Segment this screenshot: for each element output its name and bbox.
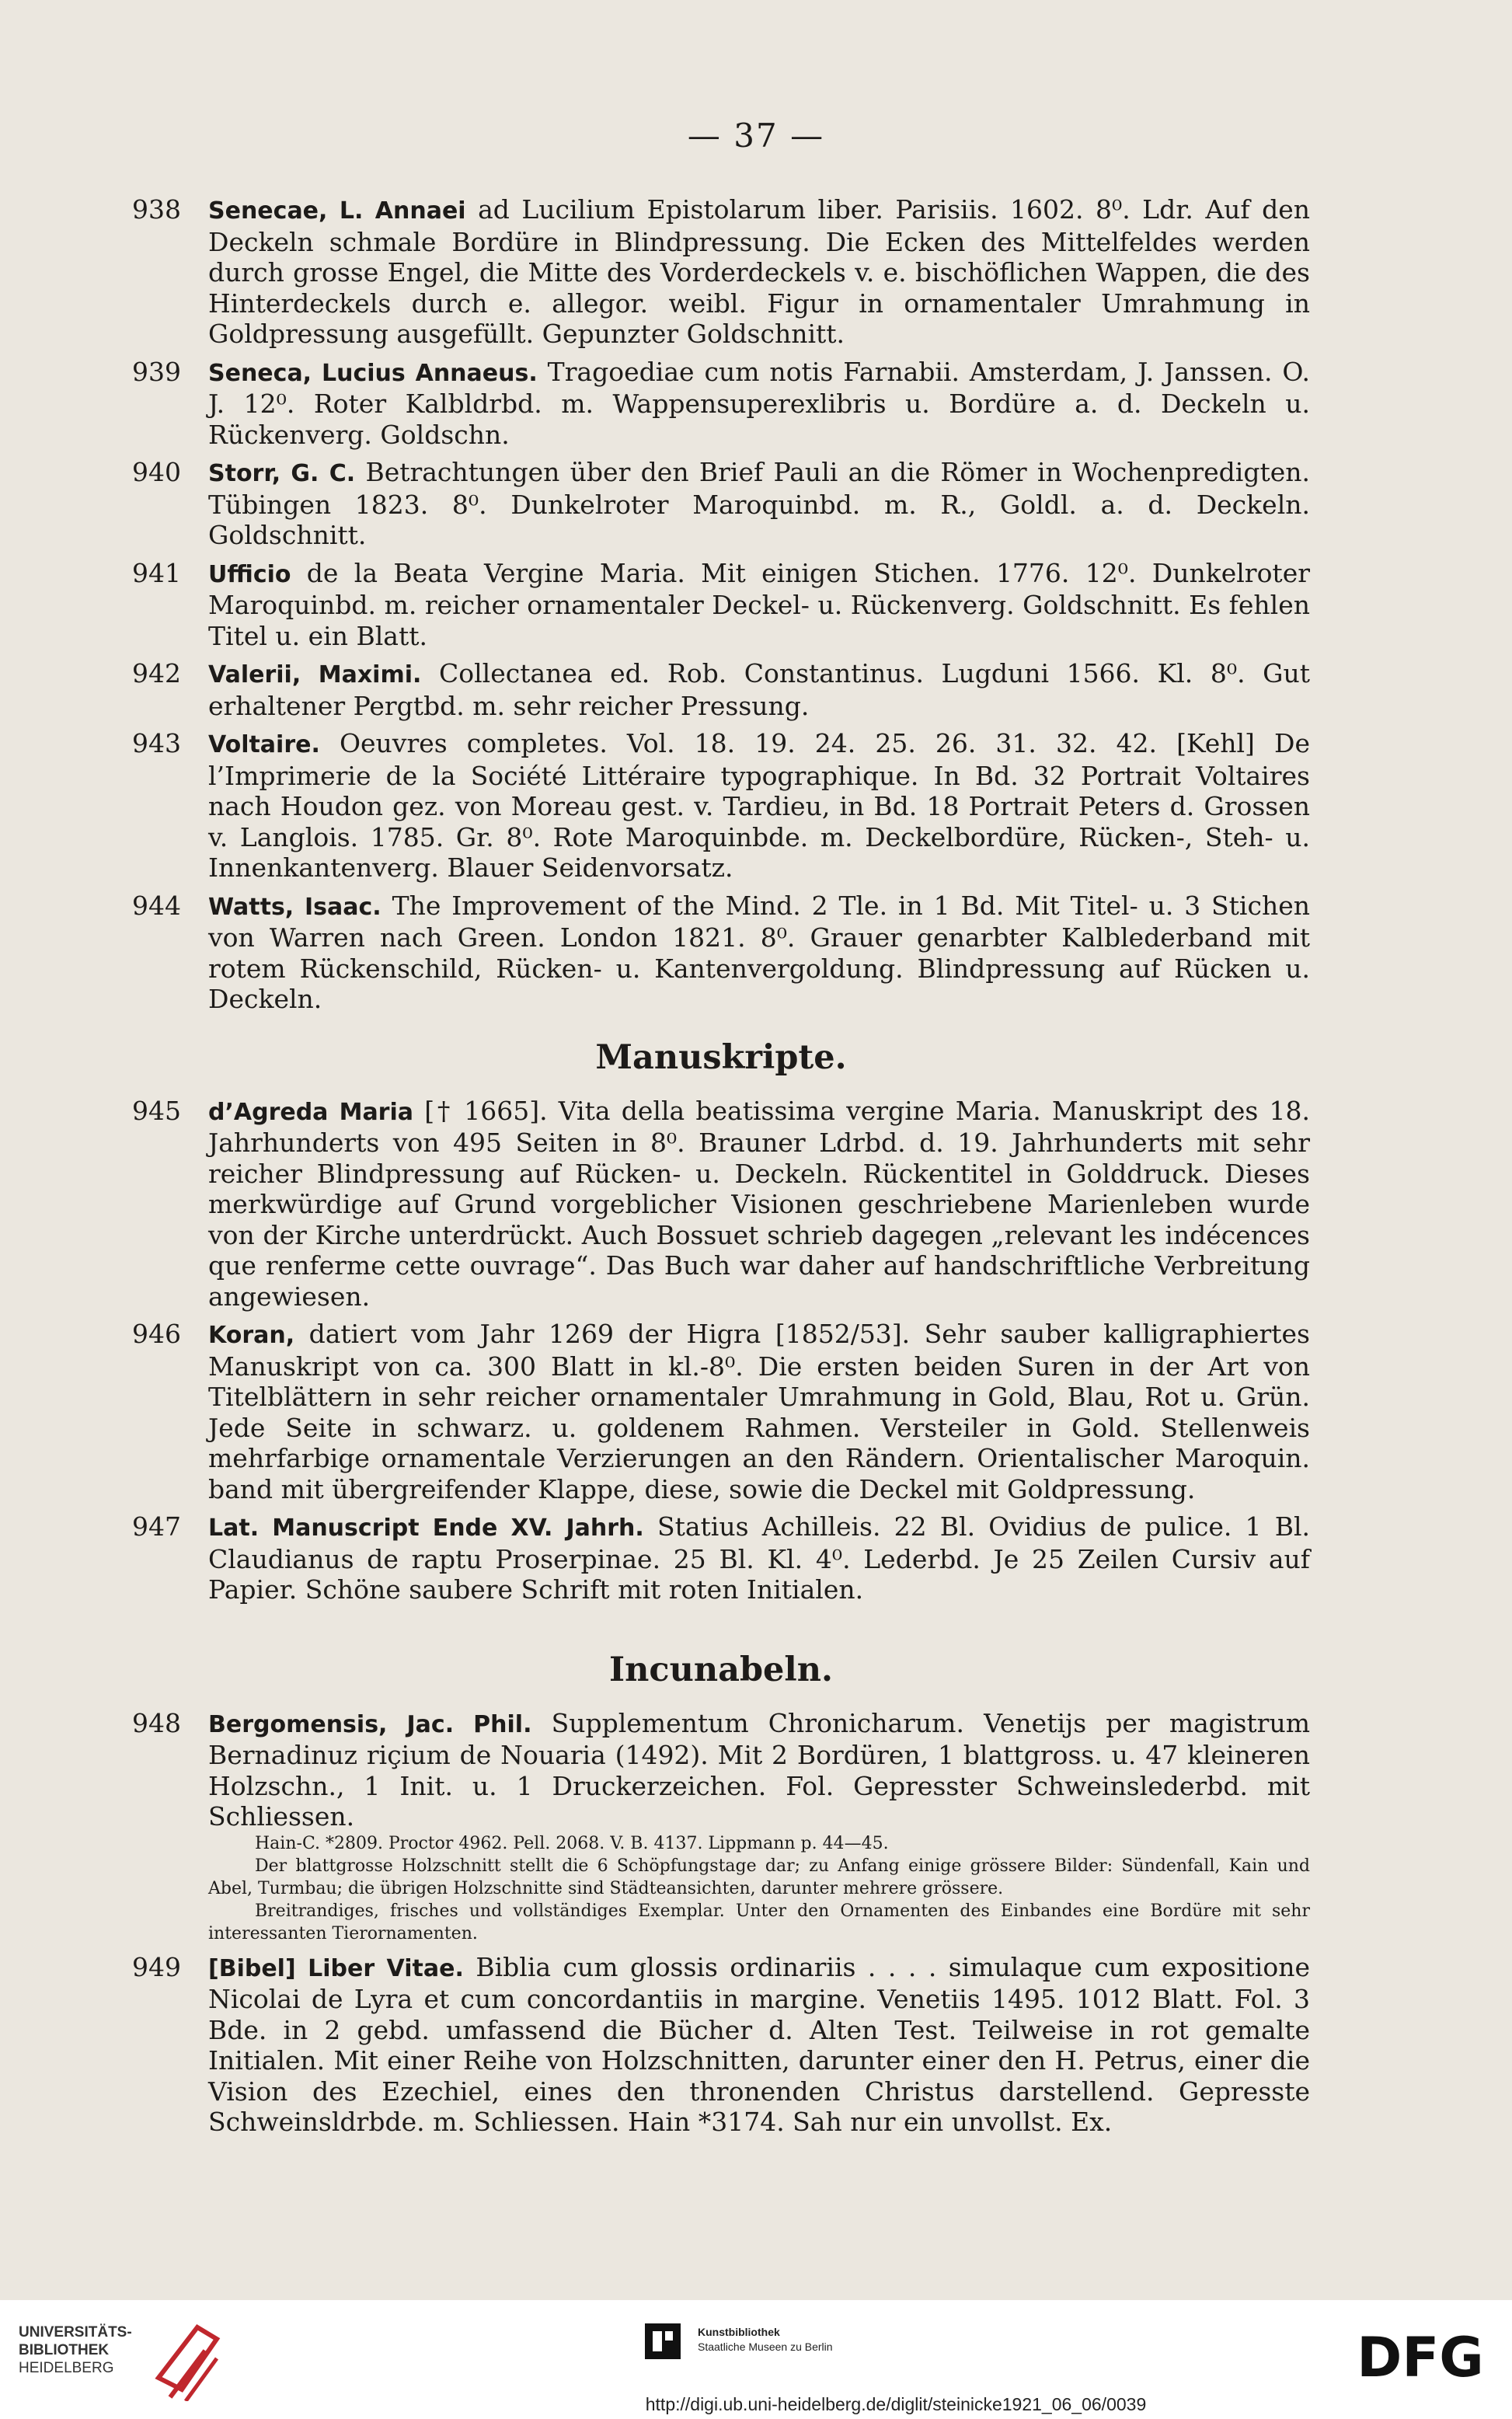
entry-note: Hain-C. *2809. Proctor 4962. Pell. 2068. V. B. 4137. Lippmann p. 44—45. bbox=[255, 1833, 889, 1853]
entry-heading: Watts, Isaac. bbox=[208, 893, 381, 921]
library-emblem-icon bbox=[151, 2323, 225, 2401]
heidelberg-library-logo[interactable] bbox=[19, 2323, 221, 2401]
entry-heading: Senecae, L. Annaei bbox=[208, 197, 466, 225]
entry-943 bbox=[132, 728, 1310, 884]
section-title-incunabeln: Incunabeln. bbox=[609, 1650, 833, 1689]
entry-heading: Seneca, Lucius Annaeus. bbox=[208, 359, 538, 387]
library-name bbox=[19, 2323, 132, 2377]
kunstbibliothek-subtitle: Staatliche Museen zu Berlin bbox=[698, 2341, 833, 2353]
entry-number: 947 bbox=[132, 1511, 181, 1542]
entry-940 bbox=[132, 457, 1310, 551]
entry-text: Oeuvres completes. Vol. 18. 19. 24. 25. 26. 31. 32. 42. [Kehl] De l’Imprimerie de la Société Littéraire typographique. In Bd. 32 Portrait Voltaires nach Houdon gez. von Moreau gest. v. Tardieu, in Bd. 18 Portrait Peters d. Grossen v. Langlois. 1785. Gr. 8⁰. Rote Maroquinbde. m. Deckelbordüre, Rücken-, Steh- u. Innenkantenverg. Blauer Seidenvorsatz. bbox=[208, 728, 1310, 883]
entry-number: 942 bbox=[132, 658, 181, 688]
kunstbibliothek-icon bbox=[645, 2323, 681, 2359]
entry-946 bbox=[132, 1319, 1310, 1504]
library-name-line: HEIDELBERG bbox=[19, 2360, 114, 2376]
dfg-logo[interactable] bbox=[1343, 2325, 1498, 2387]
entry-number: 938 bbox=[132, 194, 181, 225]
entry-941 bbox=[132, 558, 1310, 652]
permalink-url[interactable]: http://digi.ub.uni-heidelberg.de/diglit/steinicke1921_06_06/0039 bbox=[645, 2394, 1147, 2414]
entry-heading: d’Agreda Maria bbox=[208, 1098, 414, 1126]
entry-949 bbox=[132, 1952, 1310, 2138]
entry-944 bbox=[132, 891, 1310, 1015]
entry-number: 944 bbox=[132, 890, 181, 921]
entry-number: 949 bbox=[132, 1951, 181, 1982]
entry-text: Biblia cum glossis ordinariis . . . . simulaque cum expositione Nicolai de Lyra et cum concordantiis in margine. Venetiis 1495. 1012 Blatt. Fol. 3 Bde. in 2 gebd. umfassend die Bücher d. Alten Test. Teilweise in rot gemalte Initialen. Mit einer Reihe von Holzschnitten, darunter einer den H. Petrus, einer die Vision des Ezechiel, eines den thronenden Christus darstellend. Gepresste Schweinsldrbde. m. Schliessen. Hain *3174. Sah nur ein unvollst. Ex. bbox=[208, 1951, 1311, 2137]
entry-number: 939 bbox=[132, 356, 181, 387]
dfg-logo-text: DFG bbox=[1357, 2326, 1484, 2387]
section-title-manuskripte: Manuskripte. bbox=[595, 1037, 847, 1077]
entry-939 bbox=[132, 357, 1310, 451]
entry-text: Supplementum Chronicharum. Venetijs per magistrum Bernadinuz riçium de Nouaria (1492). Mit 2 Bordüren, 1 blattgross. u. 47 kleineren Holzschn., 1 Init. u. 1 Druckerzeichen. Fol. Gepresster Schweinslederbd. mit Schliessen. bbox=[208, 1707, 1310, 1832]
entry-text: ad Lucilium Epistolarum liber. Parisiis. 1602. 8⁰. Ldr. Auf den Deckeln schmale Bordüre in Blindpressung. Die Ecken des Mittelfeldes werden durch grosse Engel, die Mitte des Vorderdeckels v. e. bischöflichen Wappen, die des Hinterdeckels durch e. allegor. weibl. Figur in ornamentaler Umrahmung in Goldpressung ausgefüllt. Gepunzter Goldschnitt. bbox=[208, 194, 1311, 349]
entry-heading: Valerii, Maximi. bbox=[208, 661, 422, 688]
entry-text: Tragoediae cum notis Farnabii. Amsterdam, J. Janssen. O. J. 12⁰. Roter Kalbldrbd. m. Wappensuperexlibris u. Bordüre a. d. Deckeln u. Rückenverg. Goldschn. bbox=[208, 356, 1310, 450]
entry-number: 945 bbox=[132, 1095, 181, 1126]
entry-945 bbox=[132, 1096, 1310, 1312]
entry-note: Der blattgrosse Holzschnitt stellt die 6 Schöpfungstage dar; zu Anfang einige grössere Bilder: Sündenfall, Kain und Abel, Turmbau; die übrigen Holzschnitte sind Städteansichten, darunter mehrere grössere. bbox=[208, 1856, 1310, 1898]
entry-947 bbox=[132, 1511, 1310, 1605]
entry-heading: Lat. Manuscript Ende XV. Jahrh. bbox=[208, 1514, 644, 1542]
library-name-line: BIBLIOTHEK bbox=[19, 2342, 110, 2358]
entry-heading: Ufficio bbox=[208, 560, 291, 588]
entry-note: Breitrandiges, frisches und vollständiges Exemplar. Unter den Ornamenten des Einbandes eine Bordüre mit sehr interessanten Tierornamenten. bbox=[208, 1901, 1310, 1943]
library-name-line: UNIVERSITÄTS- bbox=[19, 2324, 132, 2341]
kunstbibliothek-logo[interactable] bbox=[645, 2323, 878, 2370]
entry-text: Collectanea ed. Rob. Constantinus. Lugduni 1566. Kl. 8⁰. Gut erhaltener Pergtbd. m. sehr reicher Pressung. bbox=[208, 658, 1310, 721]
page-number: — 37 — bbox=[687, 117, 825, 155]
entry-heading: Voltaire. bbox=[208, 731, 320, 758]
entry-text: de la Beata Vergine Maria. Mit einigen Stichen. 1776. 12⁰. Dunkelroter Maroquinbd. m. reicher ornamentaler Deckel- u. Rückenverg. Goldschnitt. Es fehlen Titel u. ein Blatt. bbox=[208, 557, 1310, 651]
entry-text: The Improvement of the Mind. 2 Tle. in 1 Bd. Mit Titel- u. 3 Stichen von Warren nach Green. London 1821. 8⁰. Grauer genarbter Kalblederband mit rotem Rückenschild, Rücken- u. Kantenvergoldung. Blindpressung auf Rücken u. Deckeln. bbox=[208, 890, 1311, 1014]
entry-number: 948 bbox=[132, 1707, 181, 1738]
entry-text: Betrachtungen über den Brief Pauli an die Römer in Wochenpredigten. Tübingen 1823. 8⁰. Dunkelroter Maroquinbd. m. R., Goldl. a. d. Deckeln. Goldschnitt. bbox=[208, 457, 1310, 550]
entry-text: datiert vom Jahr 1269 der Higra [1852/53]. Sehr sauber kalligraphiertes Manuskript von ca. 300 Blatt in kl.-8⁰. Die ersten beiden Suren in der Art von Titelblättern in sehr reicher ornamentaler Umrahmung in Gold, Blau, Rot u. Grün. Jede Seite in schwarz. u. goldenem Rahmen. Versteiler in Gold. Stellenweis mehrfarbige ornamentale Verzierungen an den Rändern. Orientalischer Maroquin. band mit übergreifender Klappe, diese, sowie die Deckel mit Goldpressung. bbox=[208, 1319, 1310, 1504]
entry-text: Statius Achilleis. 22 Bl. Ovidius de pulice. 1 Bl. Claudianus de raptu Proserpinae. 25 Bl. Kl. 4⁰. Lederbd. Je 25 Zeilen Cursiv auf Papier. Schöne saubere Schrift mit roten Initialen. bbox=[208, 1511, 1310, 1605]
entry-number: 943 bbox=[132, 728, 181, 758]
entry-text: [† 1665]. Vita della beatissima vergine Maria. Manuskript des 18. Jahrhunderts von 495 Seiten in 8⁰. Brauner Ldrbd. d. 19. Jahrhunderts mit sehr reicher Blindpressung auf Rücken- u. Deckeln. Rückentitel in Golddruck. Dieses merkwürdige auf Grund vorgeblicher Visionen geschriebene Marienleben wurde von der Kirche unterdrückt. Auch Bossuet schrieb dagegen „relevant les indécences que renferme cette ouvrage“. Das Buch war daher auf handschriftliche Verbreitung angewiesen. bbox=[208, 1095, 1310, 1312]
entry-number: 941 bbox=[132, 557, 181, 588]
entry-number: 940 bbox=[132, 457, 181, 487]
entry-heading: [Bibel] Liber Vitae. bbox=[208, 1954, 464, 1982]
entry-948 bbox=[132, 1708, 1310, 1945]
entry-number: 946 bbox=[132, 1319, 181, 1349]
entry-938 bbox=[132, 194, 1310, 350]
kunstbibliothek-title: Kunstbibliothek bbox=[698, 2326, 780, 2338]
entry-942 bbox=[132, 658, 1310, 721]
kunstbibliothek-name bbox=[698, 2325, 833, 2355]
entry-heading: Koran, bbox=[208, 1322, 295, 1349]
catalog-entries bbox=[132, 194, 1310, 2145]
entry-heading: Bergomensis, Jac. Phil. bbox=[208, 1710, 532, 1738]
viewer-footer bbox=[0, 2300, 1512, 2419]
entry-heading: Storr, G. C. bbox=[208, 460, 356, 487]
